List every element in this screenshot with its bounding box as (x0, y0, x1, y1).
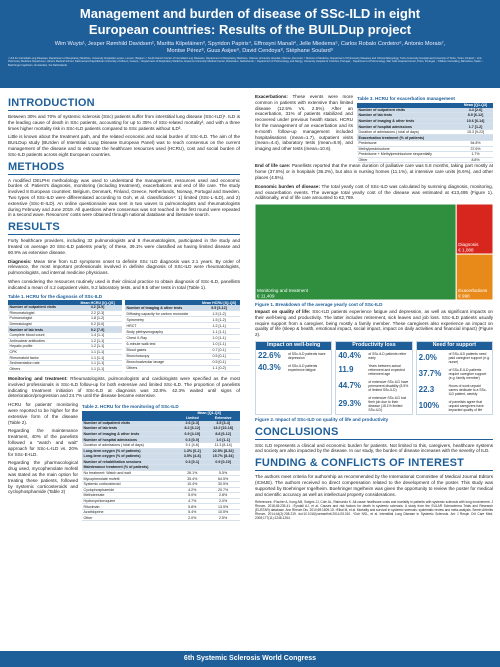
title-line-1: Management and burden of disease of SSc-ILD in eight (79, 6, 421, 21)
row-label: CPK (8, 349, 73, 355)
social-text: SSc-ILD patients experience fatigue and depression, as well as significant impacts on their well-being and productivity. The latter includes retirement, sick leaves and job loss. SSc-ILD patients usually require support from a caregiver, being mostly a family member. These caregivers also experience an impact on quality of life (sleep & health, emotional impact, social impact, impact on daily activities and financial impact) (Figure 2). (255, 308, 493, 338)
row-label: Maintenance treatment (% of patients) (82, 465, 178, 471)
row-value: 4.4 [2-6] (458, 108, 493, 113)
row-label: No treatment: Watch and wait (82, 470, 178, 476)
economic-label: Economic burden of disease: (255, 183, 321, 189)
results-paragraph-1: Forty healthcare providers, including 32 pulmonologists and 8 rheumatologists, participated in the study and treated on average 20 SSc-ILD patients yearly; of these, 39.1% were classified as having limited disease and 60.9% as extensive disease. (8, 238, 240, 255)
row-label: Number of hospital admissions (357, 124, 458, 130)
row-label: Hepatic profile (8, 344, 73, 350)
left-column (8, 94, 240, 521)
row-value-limited: 10.4% (178, 482, 206, 488)
cost-treemap-chart (255, 204, 493, 300)
row-value-extensive: 2.5% (206, 515, 240, 521)
row-label: Dermatologist (8, 321, 73, 327)
row-label: Rheumatoid factor (8, 355, 73, 361)
row-value-limited: 5.0% (178, 493, 206, 499)
row-value: 1.2 [1-1] (198, 323, 240, 329)
row-value: 1.4 [1-1] (73, 333, 122, 339)
conclusions-heading: CONCLUSIONS (255, 426, 493, 440)
impact-description: of SSc-ILD patients experience fatigue (288, 363, 318, 372)
row-value-extensive: 10.5% (206, 509, 240, 515)
authors-line-1: Wim Wuyts¹, Jesper Rømhild Davidsen², Maritta Kilpeläinen³, Spyridon Papiris⁴, Effrosyni Manali⁴, Jelle Miedema⁵, Carlos Robalo Cordeiro⁶, Antonio Morais⁷, (54, 41, 446, 47)
row-value: 37.6% (458, 146, 493, 152)
impact-item (336, 378, 411, 394)
table-row (125, 365, 240, 371)
methods-heading: METHODS (8, 161, 240, 175)
row-value-extensive: 11.3 [8-14] (206, 442, 240, 448)
row-value: 1.1 [0-2] (198, 365, 240, 371)
row-value-limited: 35.4% (178, 476, 206, 482)
diagnosis-label: Diagnosis: (8, 258, 32, 264)
impact-item (417, 350, 492, 366)
row-value-limited: 2.6 [2-3] (178, 421, 206, 426)
row-value: 1.1 [1-1] (73, 366, 122, 372)
row-value: 1.1 [1-1] (198, 329, 240, 335)
row-value: 0.2 [0-0] (73, 321, 122, 327)
row-label: HRCT (125, 323, 198, 329)
row-label: Body plethysmography (125, 329, 198, 335)
row-value: 10.6 [6-14] (458, 118, 493, 124)
table2-header-extensive: Extensive (206, 416, 240, 421)
impact-column (416, 341, 493, 415)
row-value-limited: 6.9 [4-10] (178, 431, 206, 437)
row-label: Number of outpatient visits (82, 421, 178, 426)
introduction-heading: INTRODUCTION (8, 97, 240, 111)
table3-header-value: Mean [Q1-Q3] (458, 103, 493, 108)
row-value-limited: 5.4% (178, 509, 206, 515)
row-value-extensive: 15.7% [8-34] (206, 454, 240, 460)
impact-percentage: 11.9 (338, 364, 354, 374)
row-value-extensive: 8.8 [6-12] (206, 431, 240, 437)
row-label: Number of imaging & other tests (82, 431, 178, 437)
end-of-life-label: End of life care: (255, 163, 291, 169)
row-value: 0.7 [0-1] (198, 347, 240, 353)
row-label: Hydroxychloroquine (82, 498, 178, 504)
table-row (82, 515, 240, 521)
poster-header (0, 0, 500, 88)
row-label: Chest X-Ray (125, 335, 198, 341)
row-label: Prednisone (357, 141, 458, 147)
impact-column-title: Impact on well-being (256, 342, 331, 350)
poster-title (0, 0, 500, 38)
table3 (357, 103, 493, 164)
row-label: Exacerbation treatment (% of patients) (357, 135, 458, 141)
figure2-caption: Figure 2. Impact of SSc-ILD on quality of life and productivity (255, 416, 389, 422)
impact-item (417, 382, 492, 398)
row-value: 1.5 [1-2] (198, 317, 240, 323)
monitoring-paragraph (8, 376, 240, 399)
row-value-limited: 2.0% (178, 515, 206, 521)
impact-percentage: 2.0% (418, 352, 437, 362)
impact-percentage: 22.6% (258, 350, 281, 360)
row-value-limited: 5.1 [4-6] (178, 442, 206, 448)
table2-caption: Table 2. HCRU for the monitoring of SSc-ILD (82, 404, 179, 410)
social-label: Impact on quality of life: (255, 308, 311, 314)
row-value-limited: 4.7% (178, 498, 206, 504)
monitoring-paragraph-4: Regarding the pharmacological drug used, mycophenolate mofetil was stated as the main option for treating these patients, followed by systemic corticosteroids and cyclophosphamide (Table 2) (8, 460, 78, 495)
row-label: Number of imaging & other tests (125, 305, 198, 311)
row-label: Duration of admissions ( total of days) (357, 129, 458, 135)
row-label: Number of hospital admissions (82, 437, 178, 443)
row-value-extensive: 1.0 [1-1] (206, 437, 240, 443)
impact-description: of extensive SSc-ILD have permanent disability (8.5% of limited SSc-ILD) (368, 379, 409, 392)
exacerbations-paragraph (255, 94, 353, 152)
row-label: Systemic corticosteroid (82, 482, 178, 488)
author-list (0, 41, 500, 55)
treemap-category-label: Exacerbations (458, 288, 488, 294)
row-value-limited: 0.3 [0-1] (178, 459, 206, 465)
table-row (357, 157, 493, 163)
row-label: Sedimentation rate (8, 360, 73, 366)
row-label: Number of rehabilitation sessions (82, 459, 178, 465)
table2-header-mean: Mean [Q1-Q3] (178, 411, 240, 416)
row-value-extensive: 13.5% (206, 504, 240, 510)
impact-description: Years between actual retirement and expected retirement age (368, 363, 405, 376)
row-label: Cyclophosphamide (82, 487, 178, 493)
row-value: 2.2 [2-3] (73, 310, 122, 316)
intro-paragraph-1: Between 30% and 70% of systemic sclerosis (SSc) patients suffer from interstitial lung disease (SSc-ILD)¹. ILD is the leading cause of death in SSc patients, accounting for up to 35% of SSc-related mortality², and with a three times higher mortality risk in SSc-ILD patients compared to SSc patients without ILD³. (8, 114, 240, 131)
table2-block (82, 402, 240, 521)
impact-column (255, 341, 332, 415)
row-value-limited: 0.3 [0-0] (178, 437, 206, 443)
treemap-tile-monitoring-and-treatment (255, 204, 456, 300)
diagnosis-text: Mean time from ILD symptoms onset to definite SSc ILD diagnosis was 2.1 years. By order of relevance, the most important professionals involved in definite diagnosis of SSc-ILD were rheumatologists, pulmonologists, and internal medicine physicians. (8, 258, 240, 276)
row-label: Others (125, 365, 198, 371)
row-value: 1.1 [1-1] (73, 360, 122, 366)
row-value: 1.0 [1-1] (198, 335, 240, 341)
row-label: 6-minute walk test (125, 341, 198, 347)
impact-description: of extensive SSc-ILD lost their job due to their disease (18.1% limited SSc-ILD) (368, 395, 407, 412)
row-value: 4.2 [3-5] (73, 305, 122, 310)
row-value: 1.7 [1-2] (458, 124, 493, 130)
row-value: 1.5 [1-2] (198, 311, 240, 317)
row-value: 1.8 [1-2] (73, 316, 122, 322)
table1 (8, 300, 240, 372)
table1-caption: Table 1. HCRU for the diagnosis of SSc-ILD (8, 293, 103, 299)
impact-item (336, 394, 411, 414)
exacerbations-text (255, 94, 353, 163)
row-label: Long-term oxygen (% of patients) (82, 448, 178, 454)
results-heading: RESULTS (8, 221, 240, 235)
funding-heading: FUNDING & CONFLICTS OF INTEREST (255, 457, 493, 471)
table3-caption: Table 3. HCRU for exacerbation management (357, 96, 455, 101)
row-value-extensive: 5.5% (206, 470, 240, 476)
impact-description: of SSc-E-ILD patients require caregiver support (e.g. family member) (448, 367, 487, 380)
table3-block (357, 94, 493, 163)
row-value: 1.2 [1-1] (73, 344, 122, 350)
impact-percentage: 22.3 (418, 384, 435, 394)
impact-item (256, 362, 331, 374)
impact-figure (255, 341, 493, 415)
end-of-life-paragraph (255, 163, 493, 180)
row-value: 9.5 [6-12] (198, 305, 240, 311)
row-label: Others (8, 366, 73, 372)
table2 (82, 411, 240, 521)
impact-column (335, 341, 412, 415)
row-value: 54.8% (458, 141, 493, 147)
row-label: Mycophenolate mofetil (82, 476, 178, 482)
row-label: Azathioprine (82, 509, 178, 515)
impact-percentage: 29.3% (338, 398, 362, 408)
figure1-caption: Figure 1. Breakdown of the average yearly cost of SSc-ILD (255, 302, 383, 308)
impact-item (336, 350, 411, 362)
row-label: Number of lab tests (8, 327, 73, 333)
row-value: 0.5 [0-1] (198, 353, 240, 359)
intro-paragraph-2: Little is known about the treatment path, and the related economic and social burden of SSc-ILD. The aim of the BUILDup study (BUrden of Interstitial Lung Disease European Panel) was to reach consensus on the current management of the disease and to estimate the healthcare resources used (HCRU), cost and social burden of SSc-ILD patients across eight European countries. (8, 134, 240, 157)
references: References: ¹Fischer A, Kong AM, Swigris JJ, Cole AL, Raimundo K. All-cause healthcare costs and mortality in patients with systemic sclerosis with lung involvement. J Rheum. 2018;45:235-41. ²Tyndall AJ, et al. Causes and risk factors for death in systemic sclerosis: A study from the EULAR Scleroderma Trials and Research (EUSTAR) database. Ann Rheum Dis. 2010;69:1809-15. ³Elhai M, et al. Mortality and survival in systemic sclerosis: systematic review and meta-analysis. Semin Arthritis Rheum. 2014;44(2):208-219. doi:10.1016/j.semarthrit.2014.05.010. ⁴Goh NSL, et al. Interstitial Lung Disease in Systemic Sclerosis. Am J Respir Crit Care Med. 2008;177(11):1248-1254. (255, 500, 493, 521)
row-value-extensive: 64.5% (206, 476, 240, 482)
social-paragraph (255, 309, 493, 338)
poster-footer: 6th Systemic Sclerosis World Congress (0, 651, 500, 667)
row-label: Methotrexate (82, 493, 178, 499)
row-label: Antinuclear antibodies (8, 338, 73, 344)
row-value: 8.8% (458, 157, 493, 163)
row-label: Number of lab tests (357, 113, 458, 119)
row-label: Spirometry (125, 317, 198, 323)
row-label: Number of imaging & other tests (357, 118, 458, 124)
impact-item (417, 366, 492, 382)
row-value-extensive: 22.5% [8-32] (206, 448, 240, 454)
row-value-extensive: 13.2 [10-18] (206, 426, 240, 432)
impact-description: of SSc-ILD patients have depression (288, 351, 326, 360)
table1-left (8, 300, 122, 372)
right-column (255, 94, 493, 520)
impact-column-title: Productivity loss (336, 342, 411, 350)
row-value-extensive: 0.9 [0-10] (206, 459, 240, 465)
end-of-life-text: Panellists reported that the mean duration of palliative care was 5.8 months, taking part mostly at home (37.8%) or in hospitals (36.2%), but also in nursing homes (11.1%), at intensive care units (6.6%), and other places (4.5%). (255, 163, 493, 180)
methods-paragraph: A modified DELPHI methodology was used to understand the management, resources used and economic burden of. Patient's diagnosis, monitoring (including treatment), exacerbations and end of life care. The study involved 8 European countries: Belgium, Denmark, Finland, Greece, Netherlands, Norway, Portugal and Sweden. Two types of SSc-ILD were differentiated according to Goh, et al. classification⁴: 1) limited (SSc-L-ILD), and 2) extensive (SSc-E-ILD). An online questionnaire was sent in two waves to pulmonologists and rheumatologists during February and June 2019. All questions where consensus was not reached in the first round were repeated in a second wave. Resources' costs were obtained through national database and literature search. (8, 177, 240, 218)
monitoring-label: Monitoring and treatment: (8, 376, 68, 382)
row-label: Number of lab tests (82, 426, 178, 432)
row-value: 1.1 [1-1] (73, 349, 122, 355)
impact-description: of panelists agree that unpaid caregivers have impacted quality of life (448, 399, 484, 412)
authors-line-2: Montse Pérez⁸, Guus Asijee⁹, David Cendoya⁸, Stéphane Soulard⁹ (166, 48, 334, 54)
treemap-svg (255, 204, 493, 300)
results-paragraph-3: When considering the resources routinely used in their clinical practice to obtain diagnosis of SSc-ILD, panellists indicated a mean of 4.2 outpatient visits, 9.2 laboratory tests, and 9.5 other tests in total (Table 1). (8, 278, 240, 290)
row-value-limited: 8.2 [6-12] (178, 426, 206, 432)
row-value-limited: 26.1% (178, 470, 206, 476)
impact-percentage: 40.3% (258, 362, 281, 372)
table2-header-limited: Limited (178, 416, 206, 421)
table1-right (125, 300, 240, 372)
row-value-limited: 1.3% [0-2] (178, 448, 206, 454)
title-line-2: European countries: Results of the BUILDup project (88, 22, 412, 37)
row-label: Rituximab (82, 504, 178, 510)
row-label: Complete blood count (8, 333, 73, 339)
row-value: 9.2 [7-9] (73, 327, 122, 333)
row-label: Pulmonologist (8, 316, 73, 322)
row-value: 1.1 [1-1] (73, 355, 122, 361)
impact-description: of SSc-ILD patients need paid caregiver support (e.g. nurse) (448, 351, 490, 364)
impact-description: of SSc-ILD patients retire early (368, 351, 407, 360)
conclusions-paragraph: SSc ILD represents a clinical and economic burden for patients. Not limited to this, caregivers, healthcare systems and society are also impacted by the disease. In our study, the burden of disease increases with the severity of ILD. (255, 442, 493, 454)
table-row (8, 366, 122, 372)
diagnosis-paragraph (8, 259, 240, 276)
row-value-extensive: 2.8% (206, 493, 240, 499)
impact-column-title: Need for support (417, 342, 492, 350)
treemap-value-label: € 998 (458, 293, 470, 299)
treemap-value-label: € 11,409 (257, 293, 275, 299)
treemap-value-label: € 1,088 (458, 247, 474, 253)
monitoring-paragraph-3: Regarding the maintenance treatment, 40% of the panelists followed a "watch and wait" approach for SSc-L-ILD vs. 20% for SSc-E-ILD. (8, 428, 78, 457)
impact-item (336, 362, 411, 378)
row-label: Bronchoalveolar lavage (125, 359, 198, 365)
row-value-limited: 5.8% (178, 504, 206, 510)
row-value-extensive: 2.0% (206, 498, 240, 504)
table1-left-header-value: Mean HCRU [IQ-QS] (73, 300, 122, 305)
economic-text: The total yearly cost of SSc-ILD was calculated by summing diagnosis, monitoring, and exacerbation events. The average total yearly cost of the disease was estimated at €13,495 (Figure 1). Additionally, end of life care amounted to €2,769. (255, 183, 493, 201)
impact-item (417, 398, 492, 414)
funding-paragraph: The authors meet criteria for authorship as recommended by the International Committee of Medical Journal Editors (ICMJE). The authors received no direct compensation related to the development of the poster. This study was supported by Boehringer Ingelheim. Boehringer Ingelheim was given the opportunity to review the poster for medical and scientific accuracy as well as intellectual property considerations. (255, 474, 493, 497)
impact-item (256, 350, 331, 362)
treemap-category-label: Diagnosis (458, 242, 479, 248)
row-value: 15.3 [9-22] (458, 129, 493, 135)
row-label: Other (357, 157, 458, 163)
row-label: Bronchoscopy (125, 353, 198, 359)
row-label: Number of outpatient visits (8, 305, 73, 310)
economic-paragraph (255, 184, 493, 201)
monitoring-wrap (8, 402, 240, 521)
monitoring-text: Rheumatologists, pulmonologists and cardiologists were specified as the most involved professionals in SSc-ILD follow-up for both extensive and limited SSc-ILD. The proportion of panelists indicating treatment initiation of SSc-ILD at diagnosis was 32.8%. 42.3% waited until signs of deterioration/progression and 24.7% until the disease became extensive. (8, 376, 240, 399)
row-value-extensive: 30.5% (206, 482, 240, 488)
row-value: 1.0 [1-1] (198, 341, 240, 347)
table-row (357, 152, 493, 158)
monitoring-text-column (8, 402, 78, 521)
exacerbations-label: Exacerbations: (255, 94, 288, 99)
row-label: Prednisone + Methylprednisolone sequentially (357, 152, 458, 158)
row-value: 0.5 [0-1] (198, 359, 240, 365)
impact-description: Hours of work unpaid carers dedicate to a SSc-ILD patient, weekly (448, 383, 487, 396)
row-value: 8.9 [6-12] (458, 113, 493, 119)
treemap-category-label: Monitoring and treatment (257, 288, 309, 294)
row-value-limited: 4.2% (178, 487, 206, 493)
row-value-limited: 3.5% [4-8] (178, 454, 206, 460)
table1-right-header-value: Mean HCRU [IQ-QS] (198, 300, 240, 305)
affiliations: ¹ Unit for Interstitial Lung Diseases, Department of Respiratory Medicine, University Hospitals Leuven, Leuven, Belgium; ² South Danish Center of Interstitial Lung Diseases, Department of Respiratory Medicine, Odense University Hospital, Odense, Denmark; ³ Division of Medicine, Department of Pulmonary Diseases and Clinical Allergology, Turku University Hospital and University of Turku, Turku, Finland; ⁴ 2nd Pulmonary Medicine Department, Athens Medical School, National and Kapodistrian University of Athens, Greece; ⁵ Department of Respiratory Medicine, Erasmus University Medical Center, Rotterdam, Netherlands; ⁶ Department of Pulmonology and Allergy, University Hospital of Coimbra, Portugal; ⁷ Department of Pulmonology, São João Hospital Center, Porto, Portugal; ⁸ Oblikue Consulting, Barcelona, Spain; ⁹ Boehringer Ingelheim, Amsterdam, the Netherlands (8, 57, 484, 67)
exacerbations-wrap (255, 94, 493, 163)
row-label: Diffusing capacity for carbon monoxide (125, 311, 198, 317)
row-label: Rheumatologist (8, 310, 73, 316)
row-value-extensive: 3.5 [3-4] (206, 421, 240, 426)
row-label: Other (82, 515, 178, 521)
row-label: Methylprednisolone (357, 146, 458, 152)
monitoring-paragraph-2: HCRU for patients' monitoring were reported to be higher for the extensive form of the disease (Table 2). (8, 402, 78, 425)
impact-percentage: 100% (418, 400, 440, 410)
row-value-extensive: 20.7% (206, 487, 240, 493)
row-label: Blood gases (125, 347, 198, 353)
impact-percentage: 44.7% (338, 380, 362, 390)
row-label: Long-term oxygen (% of patients) (82, 454, 178, 460)
row-label: Number of outpatient visits (357, 108, 458, 113)
exacerbations-body: These events were more common in patients with extensive than limited disease (12.5% Vs. 2.5%). After an exacerbation, 31% of patients stabilized and recovered under previous health status. HCRU for the management of an exacerbation and its 6-month follow-up management included hospitalisations (mean=1.7), outpatient visits (mean=4.4), laboratory tests (mean=8.9), and imaging and other tests (mean=10.6). (255, 94, 353, 152)
row-label: Duration of admissions ( total of days) (82, 442, 178, 448)
impact-percentage: 40.4% (338, 350, 362, 360)
impact-percentage: 37.7% (418, 368, 442, 378)
row-value: 1.7% (458, 152, 493, 158)
row-value: 1.2 [1-1] (73, 338, 122, 344)
